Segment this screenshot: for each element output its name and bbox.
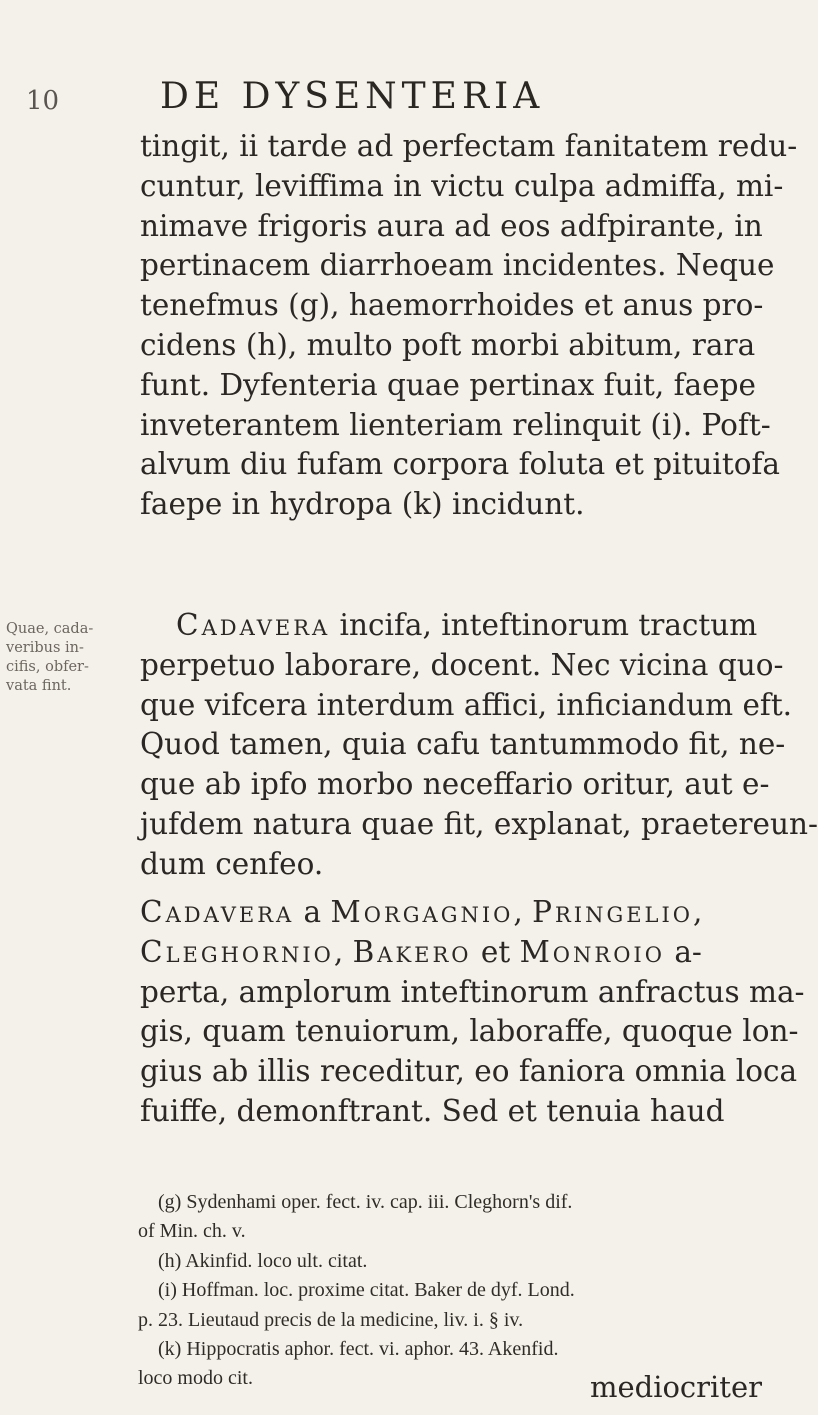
margin-note-line: vata fint. [6, 678, 72, 694]
text-line: Cadavera a Morgagnio, Pringelio, [140, 895, 703, 929]
line-text: a [294, 895, 331, 929]
author-name: Pringelio [532, 895, 694, 929]
author-name: Bakero [352, 934, 472, 969]
text-line: que ab ipfo morbo neceffario oritur, aut e- [140, 767, 770, 802]
margin-note-line: Quae, cada- [6, 621, 94, 637]
text-line: gius ab illis receditur, eo faniora omnia loca [140, 1054, 798, 1089]
footnote-i-cont: p. 23. Lieutaud precis de la medicine, liv. i. § iv. [138, 1308, 524, 1331]
footnote-k-cont: loco modo cit. [138, 1367, 253, 1390]
line-text: incifa, inteftinorum tractum [330, 608, 758, 642]
running-head: DE DYSENTERIA [160, 76, 545, 117]
text-line: fuiffe, demonftrant. Sed et tenuia haud [140, 1093, 725, 1128]
line-text: et [471, 934, 520, 969]
lead-word: Cadavera [140, 895, 295, 929]
text-line: perpetuo laborare, docent. Nec vicina quo- [140, 647, 784, 682]
text-line: inveterantem lienteriam relinquit (i). Poft- [140, 407, 771, 442]
margin-note-line: veribus in- [6, 640, 84, 656]
paragraph-1 [140, 127, 798, 525]
lead-word: Cadavera [176, 608, 331, 642]
footnote-g-cont: of Min. ch. v. [138, 1220, 246, 1243]
line-text: a- [664, 934, 702, 969]
catchword: mediocriter [589, 1370, 762, 1404]
text-line: jufdem natura quae fit, explanat, praetereun- [140, 806, 818, 841]
author-name: Cleghornio [140, 934, 334, 969]
text-line: alvum diu fufam corpora foluta et pituitofa [140, 447, 780, 482]
paragraph-3 [140, 893, 805, 1132]
footnote-i: (i) Hoffman. loc. proxime citat. Baker de dyf. Lond. [158, 1279, 575, 1302]
text-line: cuntur, leviffima in victu culpa admiffa, mi- [140, 168, 784, 203]
text-line: Cleghornio, Bakero et Monroio a- [140, 934, 702, 969]
margin-note [6, 620, 136, 696]
footnotes [138, 1188, 754, 1394]
text-line: faepe in hydropa (k) incidunt. [140, 487, 585, 522]
text-line: cidens (h), multo poft morbi abitum, rara [140, 327, 756, 362]
footnote-h: (h) Akinfid. loco ult. citat. [158, 1249, 368, 1272]
text-line [140, 606, 758, 646]
footnote-k: (k) Hippocratis aphor. fect. vi. aphor. 43. Akenfid. [158, 1338, 559, 1361]
text-line: perta, amplorum inteftinorum anfractus ma- [140, 974, 805, 1009]
author-name: Monroio [519, 934, 665, 969]
text-line: gis, quam tenuiorum, laboraffe, quoque lon- [140, 1014, 799, 1049]
author-name: Morgagnio [330, 895, 514, 929]
text-line: tingit, ii tarde ad perfectam fanitatem redu- [140, 129, 798, 163]
text-line: tenefmus (g), haemorrhoides et anus pro- [140, 288, 764, 323]
text-line: dum cenfeo. [140, 846, 324, 881]
margin-note-line: cifis, obfer- [6, 659, 89, 675]
text-line: pertinacem diarrhoeam incidentes. Neque [140, 248, 775, 283]
paragraph-2 [140, 606, 818, 885]
text-line: Quod tamen, quia cafu tantummodo fit, ne- [140, 727, 786, 762]
text-line: nimave frigoris aura ad eos adfpirante, in [140, 208, 763, 243]
page-number: 10 [26, 86, 60, 116]
footnote-g: (g) Sydenhami oper. fect. iv. cap. iii. Cleghorn's dif. [158, 1191, 573, 1213]
text-line: funt. Dyfenteria quae pertinax fuit, faepe [140, 367, 756, 402]
text-line: que vifcera interdum affici, inficiandum eft. [140, 687, 793, 722]
